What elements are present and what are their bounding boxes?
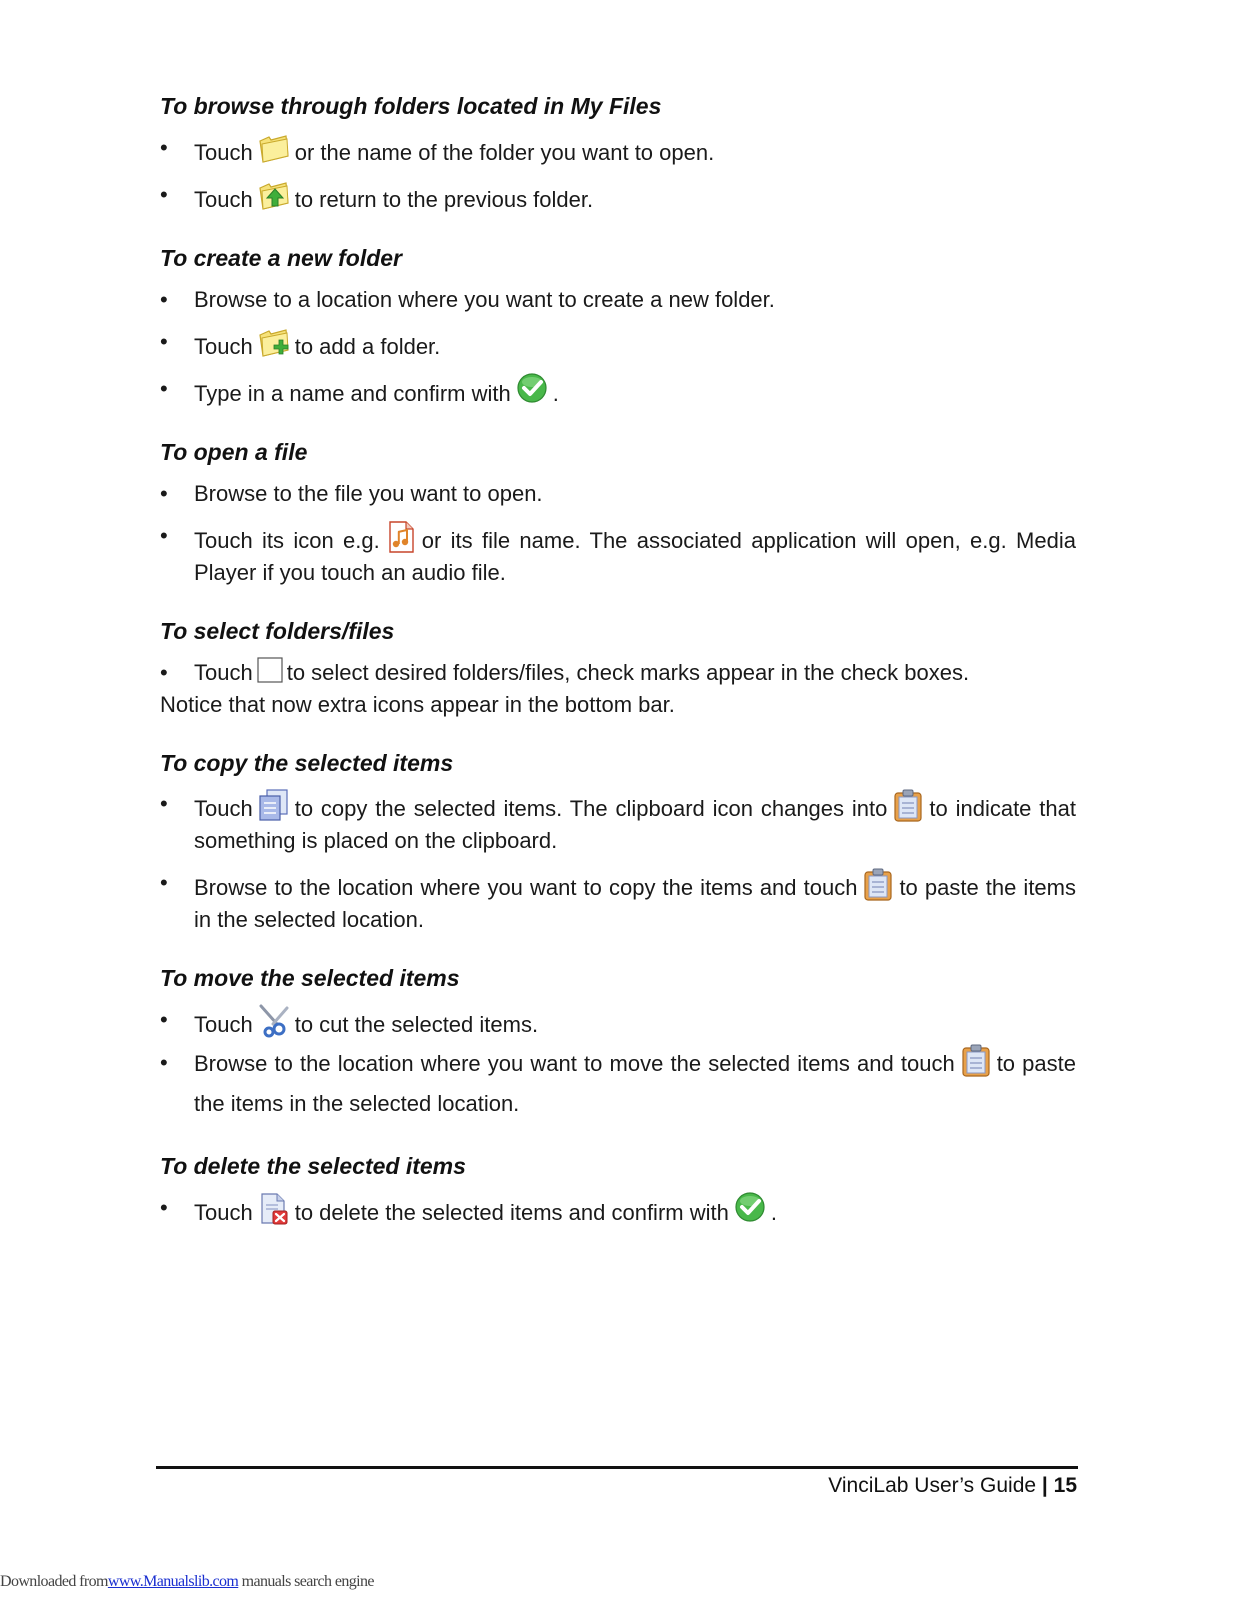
list-item: • Touch to cut the selected items. [160, 1004, 1076, 1041]
section-delete-items [160, 1152, 1076, 1229]
clipboard-icon [891, 788, 925, 822]
list-item: • Touch or the name of the folder you want to open. [160, 132, 1076, 169]
scissors-icon [257, 1004, 291, 1038]
section-create-folder [160, 244, 1076, 410]
section-heading: To copy the selected items [160, 749, 454, 776]
list-item: • Touch to copy the selected items. The clipboard icon changes into to indicate that something is placed on the clipboard. [160, 788, 1076, 857]
manualslib-link[interactable]: www.Manualslib.com [107, 1573, 239, 1590]
list-item: • Browse to a location where you want to create a new folder. [160, 286, 775, 312]
section-heading: To open a file [160, 438, 308, 465]
download-banner [0, 1573, 374, 1591]
list-item: • Browse to the file you want to open. [160, 480, 543, 506]
list-item: • Type in a name and confirm with . [160, 373, 1076, 410]
list-item: • Touch to return to the previous folder. [160, 179, 1076, 216]
page-footer [828, 1474, 1077, 1498]
section-move-items [160, 964, 1076, 1124]
list-item: • Touch to add a folder. [160, 326, 1076, 363]
audio-file-icon [384, 520, 418, 554]
folder-add-icon [257, 326, 291, 360]
download-prefix: Downloaded from [0, 1573, 108, 1590]
section-heading: To select folders/files [160, 617, 395, 644]
page-number: 15 [1053, 1474, 1077, 1497]
list-item: • Browse to the location where you want to move the selected items and touch to paste the items in the selected location. [160, 1043, 1076, 1124]
checkbox-icon [257, 657, 283, 683]
section-copy-items [160, 749, 1076, 937]
footer-title: VinciLab User’s Guide [828, 1474, 1037, 1497]
clipboard-icon [861, 867, 895, 901]
section-browse-folders [160, 92, 1076, 216]
confirm-check-icon [515, 373, 549, 407]
list-item: • Browse to the location where you want to copy the items and touch to paste the items in the selected location. [160, 867, 1076, 936]
download-suffix: manuals search engine [241, 1573, 374, 1590]
section-select-files [160, 617, 1076, 721]
clipboard-icon [959, 1043, 993, 1077]
section-heading: To move the selected items [160, 965, 460, 992]
footer-divider [156, 1466, 1078, 1469]
section-heading: To delete the selected items [160, 1153, 466, 1180]
note-text: Notice that now extra icons appear in the bottom bar. [160, 691, 675, 717]
document-body [160, 92, 1076, 1257]
section-heading: To browse through folders located in My Files [160, 93, 662, 119]
list-item: • Touch to delete the selected items and confirm with . [160, 1192, 1076, 1229]
folder-icon [257, 132, 291, 166]
list-item: • Touch its icon e.g. or its file name. The associated application will open, e.g. Media Player if you touch an audio file. [160, 520, 1076, 589]
folder-up-icon [257, 179, 291, 213]
section-heading: To create a new folder [160, 244, 402, 271]
section-open-file [160, 438, 1076, 589]
copy-icon [257, 788, 291, 822]
confirm-check-icon [733, 1192, 767, 1226]
list-item: • Touch to select desired folders/files, check marks appear in the check boxes. [160, 657, 1076, 689]
footer-separator: | [1041, 1474, 1048, 1497]
delete-icon [257, 1192, 291, 1226]
